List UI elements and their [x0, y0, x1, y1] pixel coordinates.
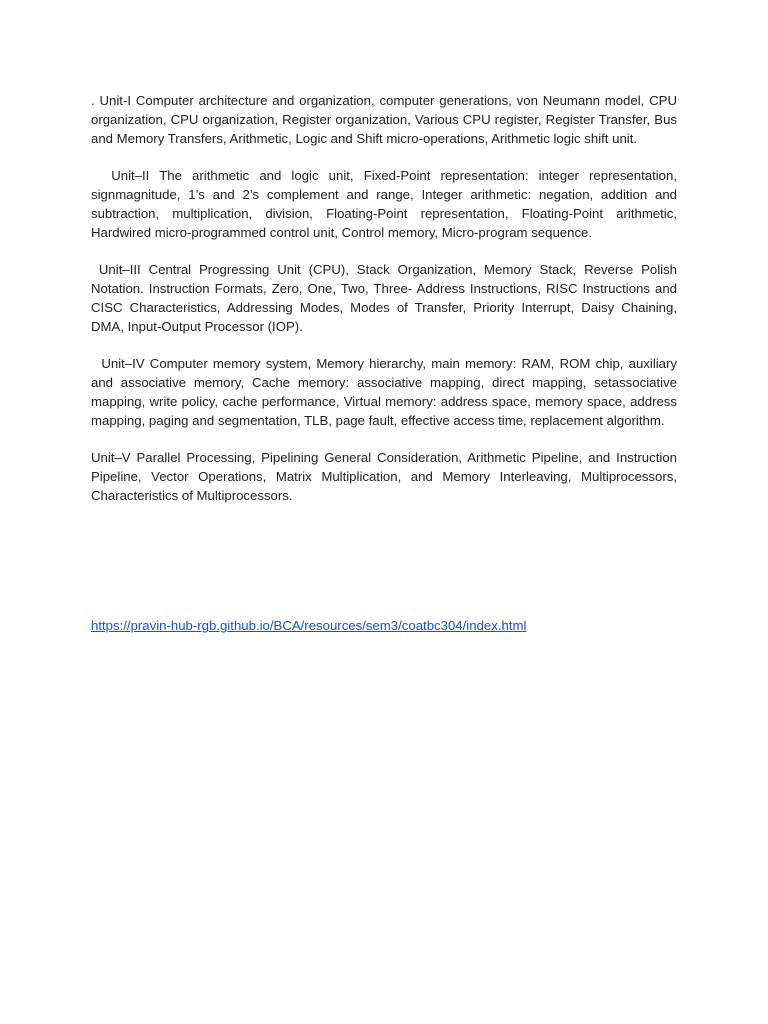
paragraph-unit-4: Unit–IV Computer memory system, Memory hierarchy, main memory: RAM, ROM chip, auxiliary and associative memory, Cache memory: associative mapping, direct mapping, setassociative mapping, write policy, cache performance, Virtual memory: address space, memory space, address mapping, paging and segmentation, TLB, page fault, effective access time, replacement algorithm. [91, 356, 681, 428]
link-container [91, 617, 526, 636]
paragraph-unit-5: Unit–V Parallel Processing, Pipelining General Consideration, Arithmetic Pipeline, and Instruction Pipeline, Vector Operations, Matrix Multiplication, and Memory Interleaving, Multiprocessors, Characteristics of Multiprocessors. [91, 450, 681, 503]
paragraph-unit-2: Unit–II The arithmetic and logic unit, Fixed-Point representation: integer representation, signmagnitude, 1’s and 2’s complement and range, Integer arithmetic: negation, addition and subtraction, multiplication, division, Floating-Point representation, Floating-Point arithmetic, Hardwired micro-programmed control unit, Control memory, Micro-program sequence. [91, 168, 681, 240]
paragraph-unit-1: . Unit-I Computer architecture and organization, computer generations, von Neumann model, CPU organization, CPU organization, Register organization, Various CPU register, Register Transfer, Bus and Memory Transfers, Arithmetic, Logic and Shift micro-operations, Arithmetic logic shift unit. [91, 93, 681, 146]
resource-link[interactable]: https://pravin-hub-rgb.github.io/BCA/resources/sem3/coatbc304/index.html [91, 618, 527, 633]
paragraph-unit-3: Unit–III Central Progressing Unit (CPU), Stack Organization, Memory Stack, Reverse Polish Notation. Instruction Formats, Zero, One, Two, Three- Address Instructions, RISC Instructions and CISC Characteristics, Addressing Modes, Modes of Transfer, Priority Interrupt, Daisy Chaining, DMA, Input-Output Processor (IOP). [91, 262, 685, 334]
document-body [91, 92, 685, 524]
